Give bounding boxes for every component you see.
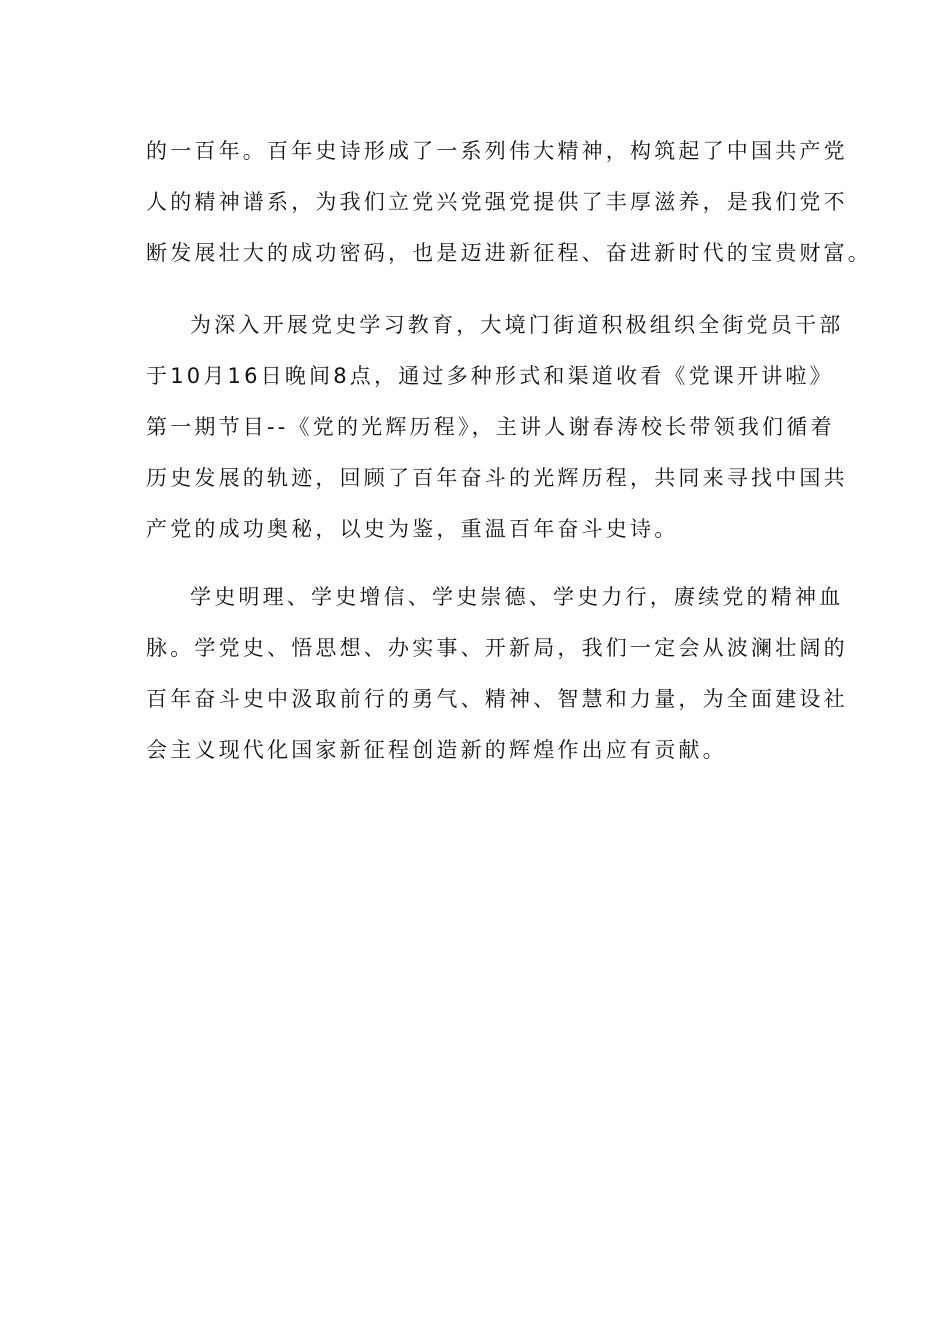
paragraph-line: 脉。学党史、悟思想、办实事、开新局，我们一定会从波澜壮阔的 [146, 636, 848, 660]
paragraph-line: 产党的成功奥秘，以史为鉴，重温百年奋斗史诗。 [146, 517, 679, 541]
paragraph-line: 第一期节目--《党的光辉历程》，主讲人谢春涛校长带领我们循着 [146, 415, 835, 439]
paragraph-2 [146, 300, 848, 555]
paragraph-line: 百年奋斗史中汲取前行的勇气、精神、智慧和力量，为全面建设社 [146, 687, 848, 711]
paragraph-1 [146, 126, 872, 279]
paragraph-line: 学史明理、学史增信、学史崇德、学史力行，赓续党的精神血 [190, 585, 844, 609]
paragraph-line: 为深入开展党史学习教育，大境门街道积极组织全街党员干部 [190, 313, 844, 337]
paragraph-line: 的一百年。百年史诗形成了一系列伟大精神，构筑起了中国共产党 [146, 139, 848, 163]
paragraph-line: 会主义现代化国家新征程创造新的辉煌作出应有贡献。 [146, 738, 727, 762]
paragraph-line: 于10月16日晚间8点，通过多种形式和渠道收看《党课开讲啦》 [146, 364, 834, 388]
paragraph-3 [146, 572, 848, 776]
paragraph-line: 历史发展的轨迹，回顾了百年奋斗的光辉历程，共同来寻找中国共 [146, 466, 848, 490]
paragraph-line: 人的精神谱系，为我们立党兴党强党提供了丰厚滋养，是我们党不 [146, 190, 848, 214]
paragraph-line: 断发展壮大的成功密码，也是迈进新征程、奋进新时代的宝贵财富。 [146, 241, 872, 265]
